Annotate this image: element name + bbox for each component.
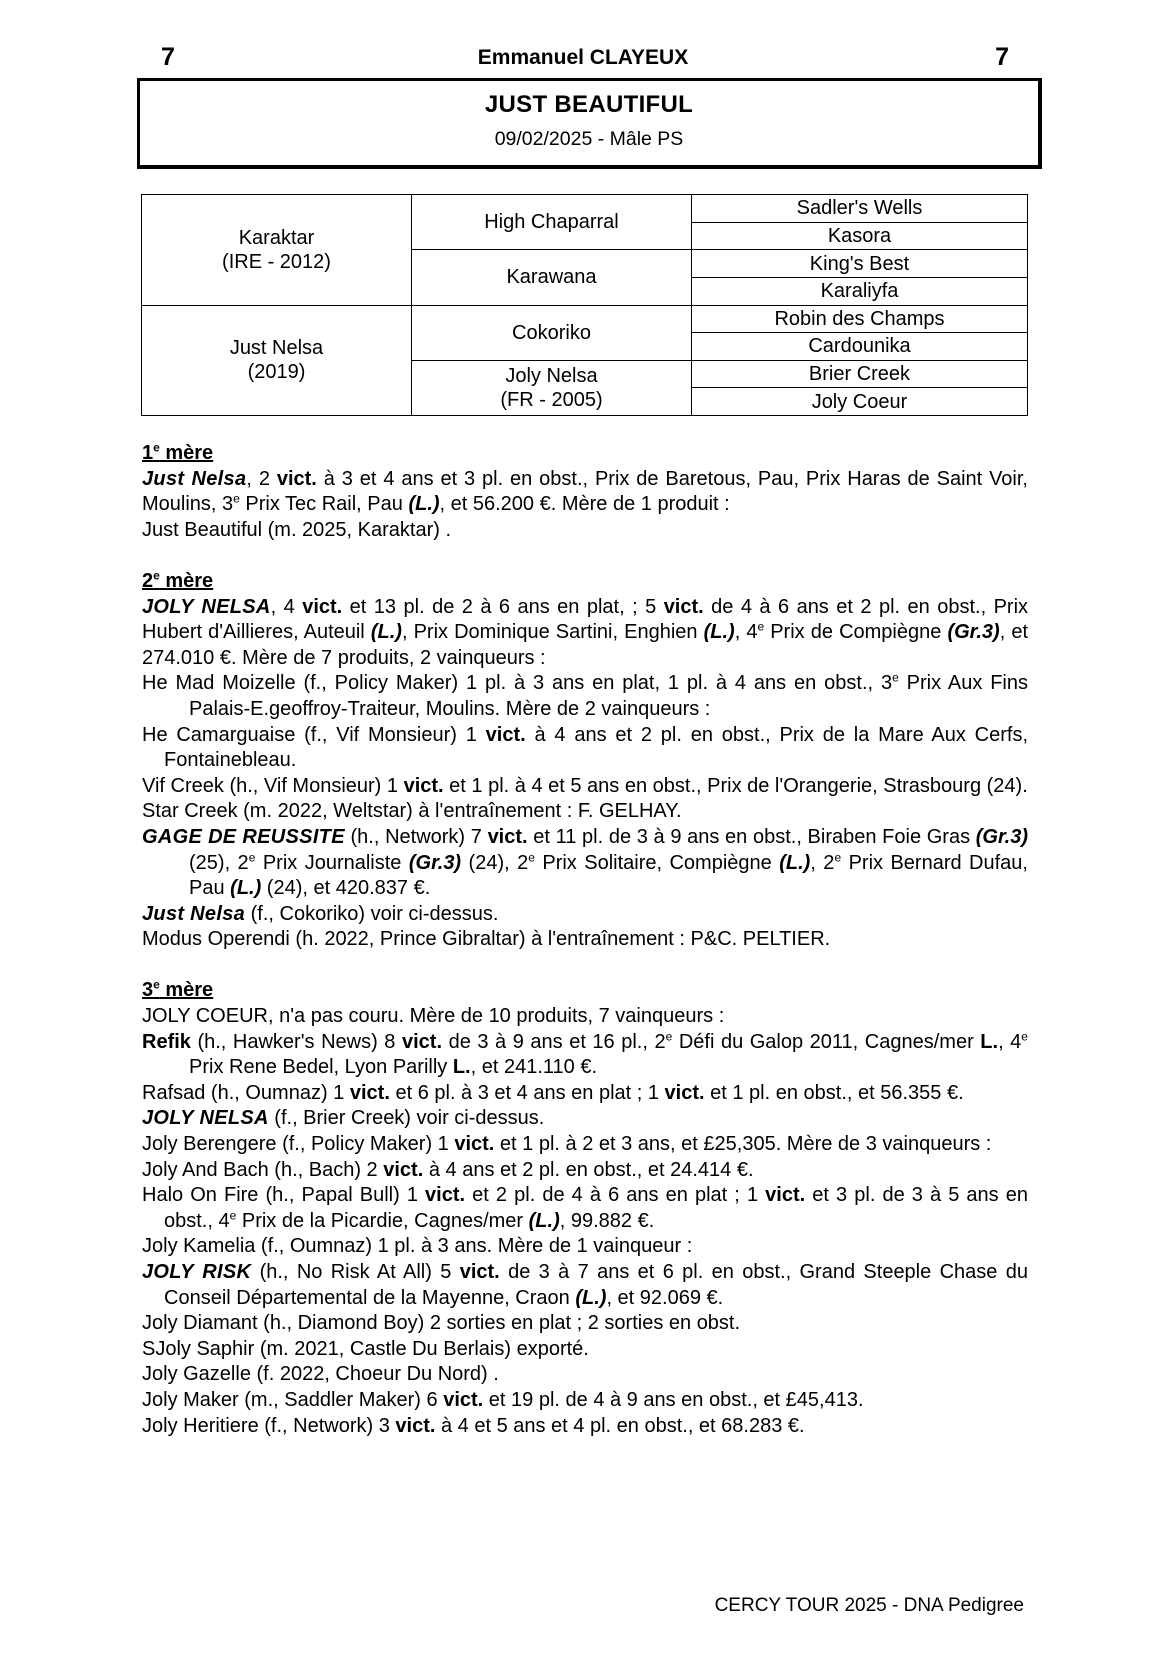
dam-dam-cell: [412, 360, 692, 415]
produce-entry: Refik (h., Hawker's News) 8 vict. de 3 à 9 ans et 16 pl., 2e Défi du Galop 2011, Cagnes/mer L., 4e Prix Rene Bedel, Lyon Parilly L., et 241.110 €.: [142, 1029, 1028, 1079]
produce-entry: Joly Heritiere (f., Network) 3 vict. à 4 et 5 ans et 4 pl. en obst., et 68.283 €.: [142, 1414, 805, 1437]
consignor-name: Emmanuel CLAYEUX: [477, 46, 689, 69]
ped-ddd: Joly Coeur: [692, 388, 1028, 416]
dam-sire-cell: Cokoriko: [412, 305, 692, 360]
first-dam-produce: Just Beautiful (m. 2025, Karaktar) .: [142, 518, 452, 541]
dam-name: Just Nelsa: [229, 337, 324, 360]
second-dam-record: JOLY NELSA, 4 vict. et 13 pl. de 2 à 6 ans en plat, ; 5 vict. de 4 à 6 ans et 2 pl. en obst., Prix Hubert d'Aillieres, Auteuil (L.), Prix Dominique Sartini, Enghien (L.), 4e Prix de Compiègne (Gr.3), et 274.010 €. Mère de 7 produits, 2 vainqueurs :: [142, 595, 1029, 669]
produce-entry: He Mad Moizelle (f., Policy Maker) 1 pl. à 3 ans en plat, 1 pl. à 4 ans en obst., 3e Prix Aux Fins Palais-E.geoffroy-Traiteur, Moulins. Mère de 2 vainqueurs :: [142, 670, 1028, 720]
horse-details: 09/02/2025 - Mâle PS: [494, 128, 684, 150]
grand-produce-entry: Halo On Fire (h., Papal Bull) 1 vict. et 2 pl. de 4 à 6 ans en plat ; 1 vict. et 3 pl. de 3 à 5 ans en obst., 4e Prix de la Picardie, Cagnes/mer (L.), 99.882 €.: [142, 1184, 1028, 1232]
produce-entry: Joly Kamelia (f., Oumnaz) 1 pl. à 3 ans. Mère de 1 vainqueur :: [142, 1235, 693, 1258]
section-first-dam: 1e mère: [142, 440, 214, 464]
produce-entry: JOLY NELSA (f., Brier Creek) voir ci-dessus.: [142, 1107, 545, 1130]
first-dam-record: Just Nelsa, 2 vict. à 3 et 4 ans et 3 pl. en obst., Prix de Baretous, Pau, Prix Haras de Saint Voir, Moulins, 3e Prix Tec Rail, Pau (L.), et 56.200 €. Mère de 1 produit :: [142, 467, 1028, 516]
grand-produce-entry: Joly Gazelle (f. 2022, Choeur Du Nord) .: [142, 1363, 499, 1386]
ped-sdd: Karaliyfa: [692, 277, 1028, 305]
grand-produce-entry: Star Creek (m. 2022, Weltstar) à l'entraînement : F. GELHAY.: [142, 800, 682, 823]
sire-dam-cell: Karawana: [412, 250, 692, 305]
section-second-dam: 2e mère: [142, 568, 214, 592]
sire-name: Karaktar: [238, 226, 315, 249]
page-header: [143, 42, 1023, 72]
produce-entry: Joly Maker (m., Saddler Maker) 6 vict. et 19 pl. de 4 à 9 ans en obst., et £45,413.: [142, 1388, 864, 1411]
grand-produce-entry: He Camarguaise (f., Vif Monsieur) 1 vict. à 4 ans et 2 pl. en obst., Prix de la Mare Aux Cerfs, Fontainebleau.: [142, 723, 1028, 772]
third-dam-record: JOLY COEUR, n'a pas couru. Mère de 10 produits, 7 vainqueurs :: [142, 1005, 725, 1028]
produce-entry: Modus Operendi (h. 2022, Prince Gibraltar) à l'entraînement : P&C. PELTIER.: [142, 928, 831, 951]
grand-produce-entry: SJoly Saphir (m. 2021, Castle Du Berlais) exporté.: [142, 1337, 589, 1360]
produce-entry: Rafsad (h., Oumnaz) 1 vict. et 6 pl. à 3 et 4 ans en plat ; 1 vict. et 1 pl. en obst., et 56.355 €.: [142, 1081, 964, 1104]
grand-produce-entry: Vif Creek (h., Vif Monsieur) 1 vict. et 1 pl. à 4 et 5 ans en obst., Prix de l'Orangerie, Strasbourg (24).: [142, 774, 1028, 797]
ped-dsd: Cardounika: [692, 333, 1028, 361]
dam-dam-info: (FR - 2005): [500, 388, 603, 411]
dam-info: (2019): [247, 361, 306, 384]
horse-title-box: [137, 78, 1042, 169]
grand-produce-entry: Joly And Bach (h., Bach) 2 vict. à 4 ans et 2 pl. en obst., et 24.414 €.: [142, 1158, 754, 1181]
ped-sss: Sadler's Wells: [692, 195, 1028, 223]
section-third-dam: 3e mère: [142, 977, 214, 1002]
page-footer: CERCY TOUR 2025 - DNA Pedigree: [714, 1595, 1024, 1616]
horse-name: JUST BEAUTIFUL: [484, 91, 694, 118]
ped-ssd: Kasora: [692, 222, 1028, 250]
dam-line: [142, 441, 1028, 1439]
lot-number-left: 7: [161, 43, 175, 71]
produce-entry: Joly Berengere (f., Policy Maker) 1 vict. et 1 pl. à 2 et 3 ans, et £25,305. Mère de 3 vainqueurs :: [142, 1133, 992, 1156]
sire-sire-cell: High Chaparral: [412, 195, 692, 250]
sire-cell: [142, 195, 412, 306]
grand-produce-entry: JOLY RISK (h., No Risk At All) 5 vict. de 3 à 7 ans et 6 pl. en obst., Grand Steeple Chase du Conseil Départemental de la Mayenne, Craon (L.), et 92.069 €.: [142, 1261, 1028, 1309]
ped-dss: Robin des Champs: [692, 305, 1028, 333]
dam-dam-name: Joly Nelsa: [505, 364, 598, 387]
dam-cell: [142, 305, 412, 416]
produce-entry: Just Nelsa (f., Cokoriko) voir ci-dessus.: [142, 902, 499, 925]
produce-entry: GAGE DE REUSSITE (h., Network) 7 vict. et 11 pl. de 3 à 9 ans en obst., Biraben Foie Gras (Gr.3) (25), 2e Prix Journaliste (Gr.3) (24), 2e Prix Solitaire, Compiègne (L.), 2e Prix Bernard Dufau, Pau (L.) (24), et 420.837 €.: [142, 825, 1028, 900]
grand-produce-entry: Joly Diamant (h., Diamond Boy) 2 sorties en plat ; 2 sorties en obst.: [142, 1312, 741, 1335]
sire-info: (IRE - 2012): [222, 250, 331, 273]
pedigree-table: [141, 194, 1028, 416]
ped-sds: King's Best: [692, 250, 1028, 278]
ped-dds: Brier Creek: [692, 360, 1028, 388]
lot-number-right: 7: [995, 43, 1009, 71]
